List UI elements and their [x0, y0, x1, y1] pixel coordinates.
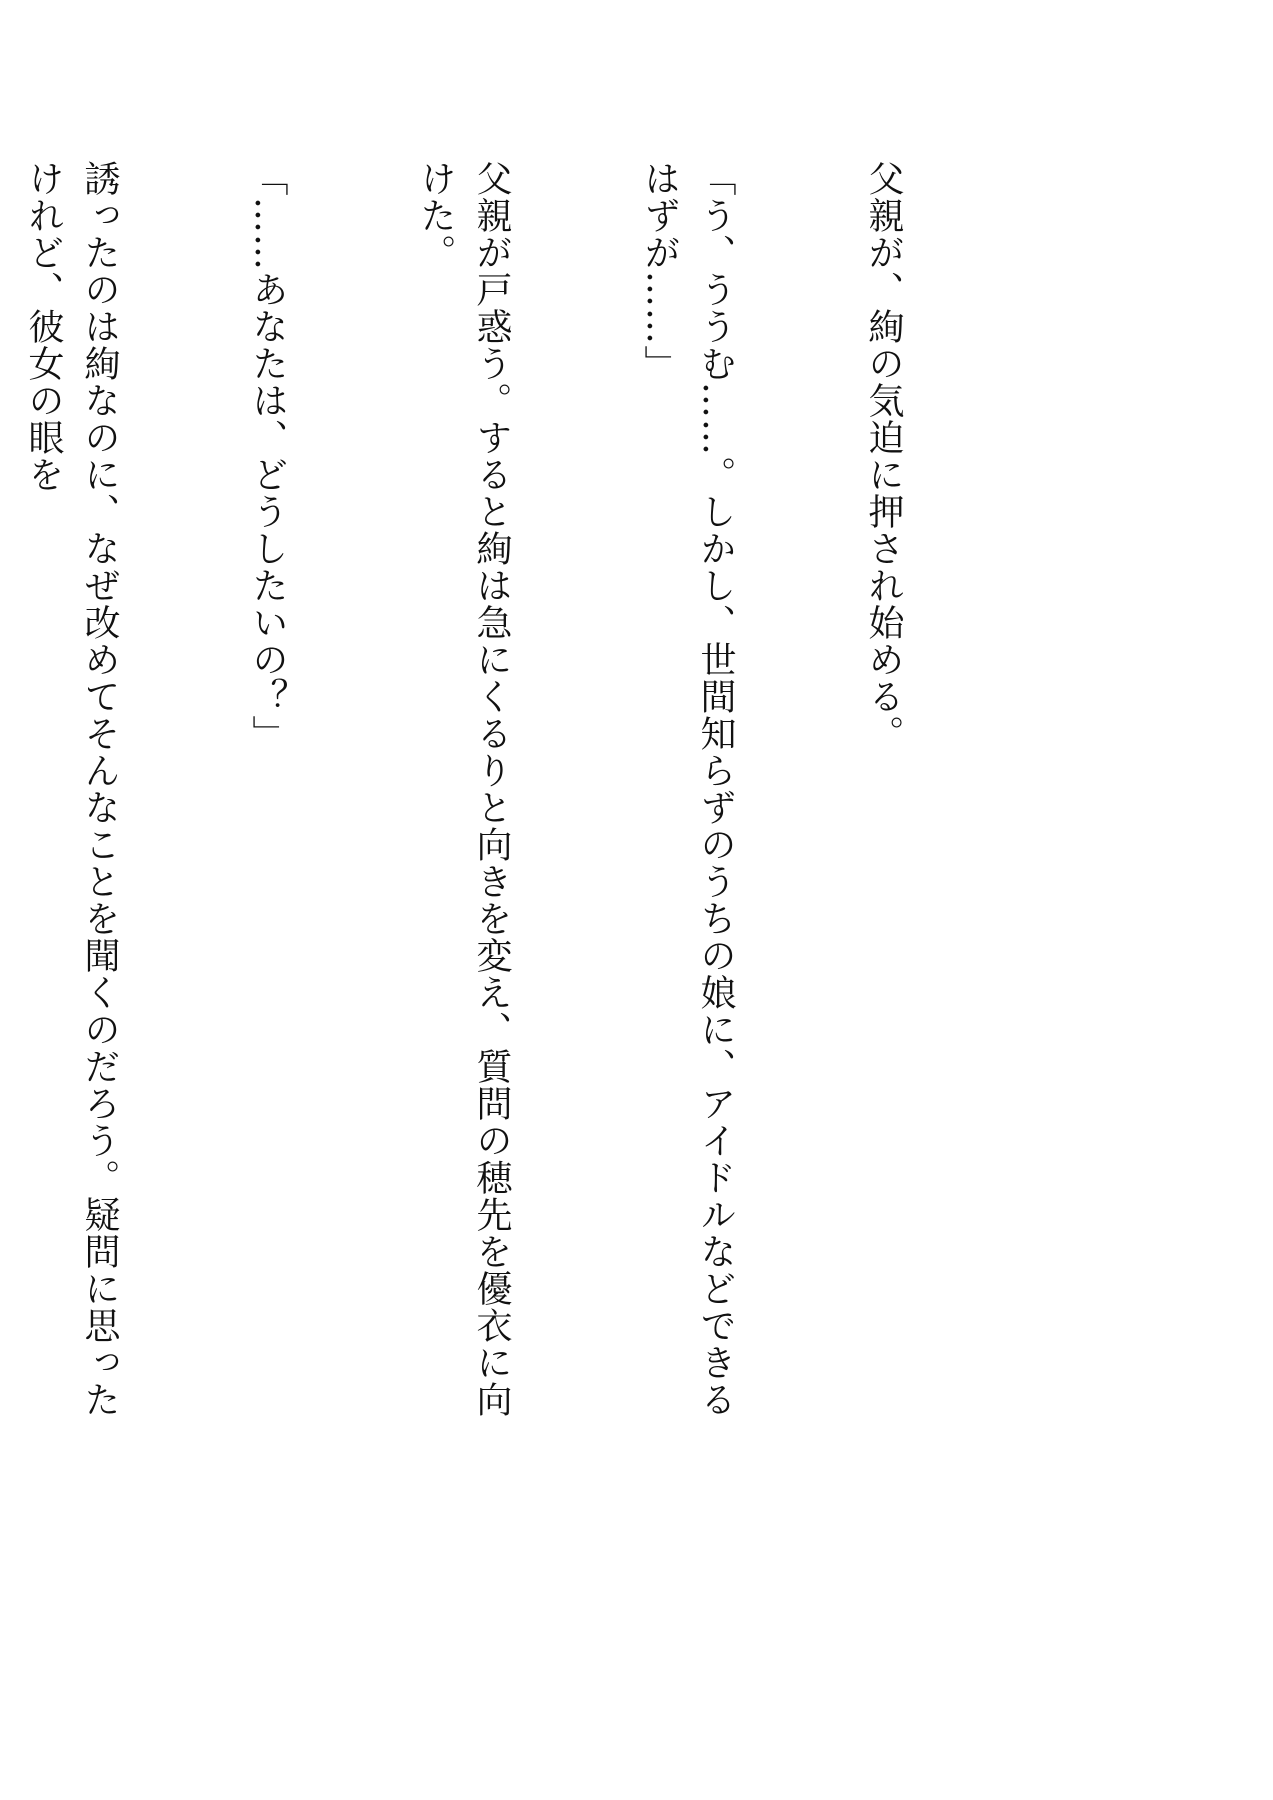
vertical-text-body [0, 160, 1023, 1450]
text-line: 誘ったのは絢なのに、なぜ改めてそんなことを聞くのだろう。疑問に思ったけれど、彼女の眼を [23, 160, 120, 1418]
text-line: 「う、ううむ……。しかし、世間知らずのうちの娘に、アイドルなどできるはずが……」 [639, 160, 736, 1418]
text-line: 父親が戸惑う。すると絢は急にくるりと向きを変え、質問の穂先を優衣に向けた。 [415, 160, 512, 1418]
text-line: 「……あなたは、どうしたいの？」 [247, 160, 288, 752]
text-line: 父親が、絢の気迫に押され始める。 [863, 160, 904, 752]
